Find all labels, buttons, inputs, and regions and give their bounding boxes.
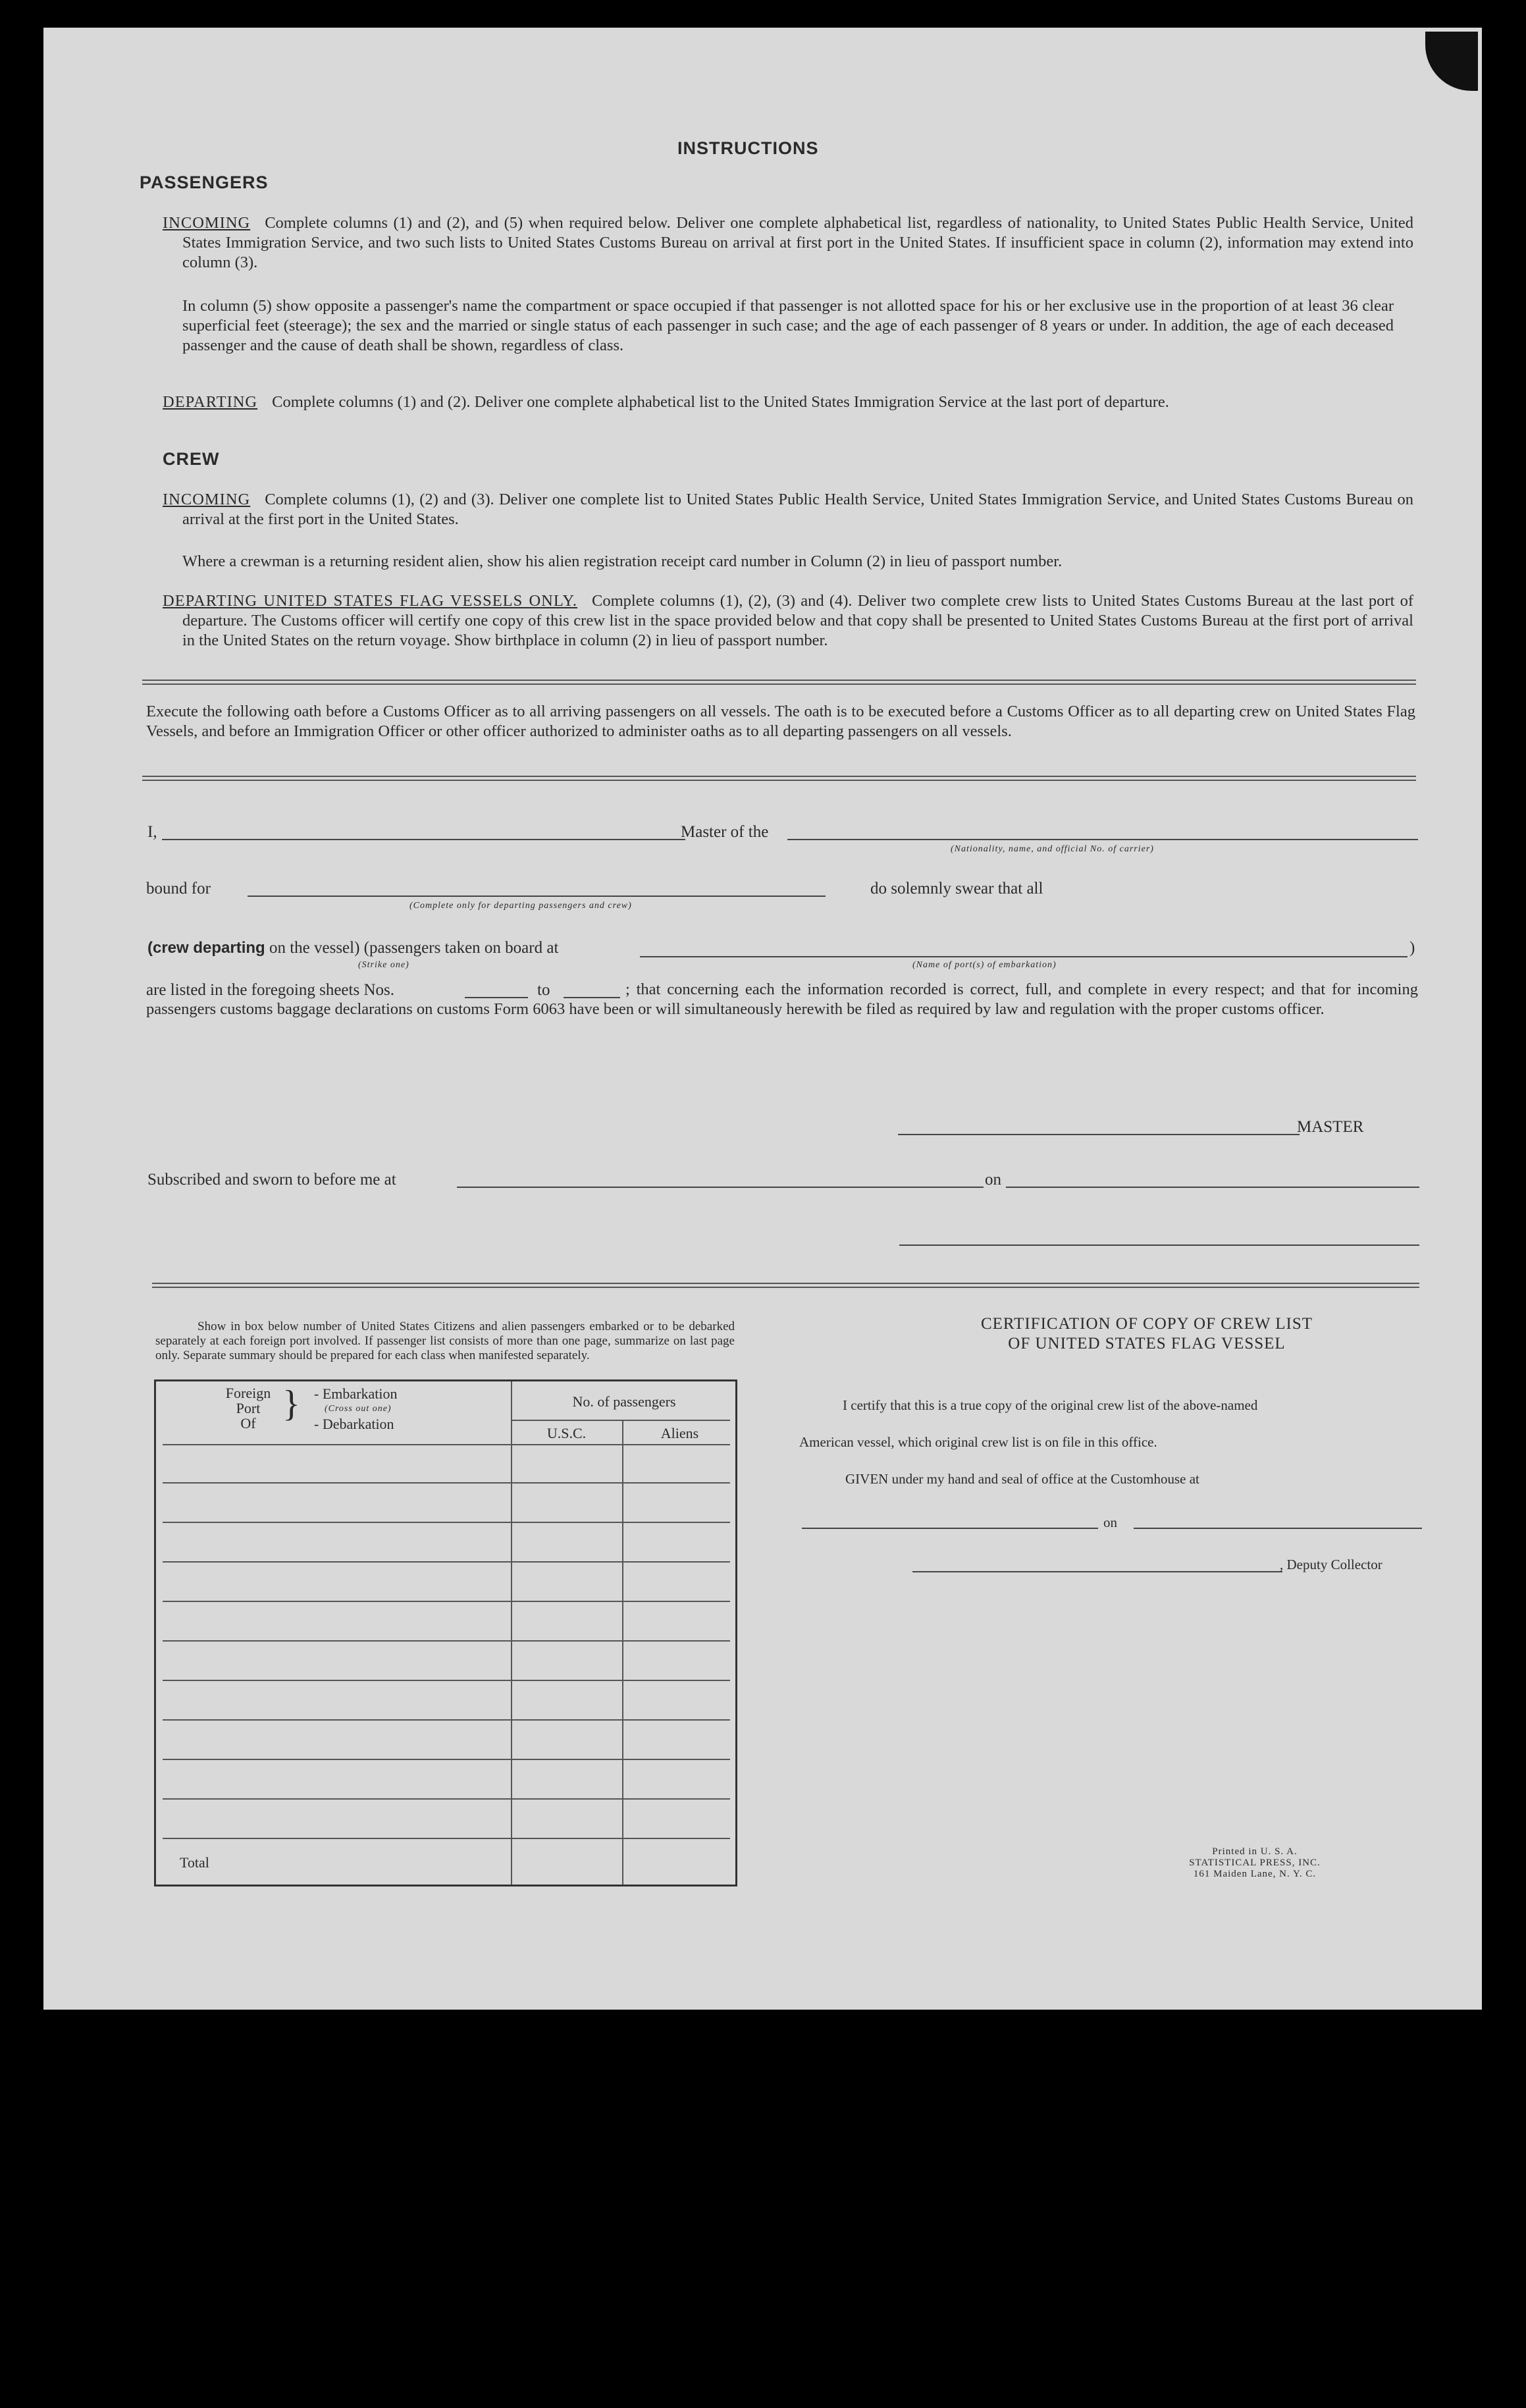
printer-line: Printed in U. S. A. bbox=[1212, 1846, 1298, 1857]
master-name-line[interactable] bbox=[162, 839, 685, 840]
foreign-port-label bbox=[222, 1385, 275, 1431]
crew-departing-option[interactable]: (crew departing bbox=[147, 939, 265, 957]
certify-line-1: I certify that this is a true copy of the original crew list of the above-named bbox=[843, 1397, 1258, 1413]
passengers-departing-text: Complete columns (1) and (2). Deliver one complete alphabetical list to the United States Immigration Service at the last port of departure. bbox=[272, 393, 1169, 411]
solemnly-swear-label: do solemnly swear that all bbox=[870, 880, 1043, 897]
officer-signature-line[interactable] bbox=[899, 1244, 1419, 1246]
printer-line: 161 Maiden Lane, N. Y. C. bbox=[1193, 1869, 1317, 1879]
passengers-column5-paragraph: In column (5) show opposite a passenger's name the compartment or space occupied if that passenger is not allotted space for his or her exclusive use in the proportion of at least 36 clear superficial feet (steerage); the sex and the married or single status of each passenger in such case; and the age of each passenger of 8 years or under. In addition, the age of each deceased passenger and the cause of death shall be shown, regardless of class. bbox=[182, 297, 1394, 354]
table-row-line bbox=[163, 1444, 730, 1445]
table-divider bbox=[622, 1421, 623, 1885]
destination-line[interactable] bbox=[248, 896, 826, 897]
table-row-line bbox=[163, 1561, 730, 1563]
table-row-line bbox=[163, 1838, 730, 1839]
table-row-line bbox=[163, 1798, 730, 1800]
master-signature-line[interactable] bbox=[898, 1134, 1300, 1135]
document-page bbox=[43, 28, 1482, 2010]
no-of-passengers-header: No. of passengers bbox=[572, 1393, 676, 1410]
sheets-to-label: to bbox=[537, 981, 550, 999]
table-divider bbox=[511, 1381, 512, 1885]
usc-header: U.S.C. bbox=[546, 1425, 587, 1441]
name-of-ports-caption: (Name of port(s) of embarkation) bbox=[912, 960, 1057, 970]
master-label: MASTER bbox=[1297, 1118, 1364, 1136]
brace-icon: } bbox=[282, 1383, 300, 1424]
total-label: Total bbox=[180, 1854, 209, 1871]
complete-only-caption: (Complete only for departing passengers and crew) bbox=[409, 901, 632, 911]
certify-line-2: American vessel, which original crew list is on file in this office. bbox=[799, 1434, 1157, 1450]
oath-i-label: I, bbox=[147, 823, 157, 841]
bound-for-label: bound for bbox=[146, 880, 211, 897]
table-row-line bbox=[163, 1640, 730, 1642]
table-row-line bbox=[163, 1482, 730, 1484]
deputy-signature-line[interactable] bbox=[912, 1571, 1282, 1572]
deputy-collector-label: , Deputy Collector bbox=[1280, 1557, 1382, 1572]
port-line: Of bbox=[240, 1415, 256, 1431]
passengers-incoming-paragraph bbox=[163, 213, 1413, 273]
certification-date-line[interactable] bbox=[1134, 1528, 1422, 1529]
page-corner-damage bbox=[1425, 32, 1478, 91]
carrier-line[interactable] bbox=[787, 839, 1418, 840]
debarkation-option[interactable]: - Debarkation bbox=[314, 1416, 394, 1432]
cross-out-caption: (Cross out one) bbox=[325, 1404, 392, 1414]
crew-departing-lead: DEPARTING UNITED STATES FLAG VESSELS ONLY. bbox=[163, 592, 578, 610]
nationality-caption: (Nationality, name, and official No. of carrier) bbox=[951, 844, 1154, 854]
master-of-the-label: Master of the bbox=[681, 823, 769, 841]
passengers-departing-paragraph bbox=[163, 392, 1413, 412]
section-divider bbox=[142, 680, 1416, 685]
oath-body-text: ; that concerning each the information recorded is correct, full, and complete in every respect; and that for incoming passengers customs baggage declarations on customs Form 6063 have been or will simultaneously herewith be filed as required by law and regulation with the proper customs officer. bbox=[146, 980, 1418, 1018]
crew-departing-paragraph bbox=[163, 591, 1413, 651]
crew-heading: CREW bbox=[163, 449, 220, 469]
embarkation-port-line[interactable] bbox=[640, 956, 1408, 957]
subscribed-label: Subscribed and sworn to before me at bbox=[147, 1171, 396, 1189]
printer-line: STATISTICAL PRESS, INC. bbox=[1189, 1858, 1321, 1868]
passengers-heading: PASSENGERS bbox=[140, 173, 269, 192]
crew-incoming-paragraph bbox=[163, 490, 1413, 529]
aliens-header: Aliens bbox=[660, 1425, 699, 1441]
table-row-line bbox=[163, 1601, 730, 1602]
sworn-on-label: on bbox=[985, 1171, 1001, 1189]
crew-departing-text: Complete columns (1), (2), (3) and (4). Deliver two complete crew lists to United States Customs Bureau at the last port of departure. The Customs officer will certify one copy of this crew list in the space provided below and that copy shall be presented to United States Customs Bureau at the first port of arrival in the United States on the return voyage. Show birthplace in column (2) in lieu of passport number. bbox=[182, 592, 1413, 649]
passengers-option[interactable]: on the vessel) (passengers taken on board at bbox=[269, 939, 559, 957]
instructions-title: INSTRUCTIONS bbox=[677, 138, 819, 158]
sheets-label: are listed in the foregoing sheets Nos. bbox=[146, 981, 394, 999]
embarkation-option[interactable]: - Embarkation bbox=[314, 1385, 398, 1402]
summary-note: Show in box below number of United States Citizens and alien passengers embarked or to be debarked separately at each foreign port involved. If passenger list consists of more than one page, summarize on last page only. Separate summary should be prepared for each class when manifested separately. bbox=[155, 1320, 735, 1362]
crew-passengers-line bbox=[147, 939, 558, 957]
crew-incoming-lead: INCOMING bbox=[163, 491, 251, 508]
crew-incoming-text: Complete columns (1), (2) and (3). Deliver one complete list to United States Public Health Service, United States Immigration Service, and United States Customs Bureau on arrival at the first port in the United States. bbox=[182, 491, 1413, 528]
table-divider bbox=[511, 1420, 730, 1421]
certification-on-label: on bbox=[1103, 1514, 1117, 1530]
passengers-departing-lead: DEPARTING bbox=[163, 393, 258, 411]
printer-imprint bbox=[1149, 1846, 1360, 1880]
strike-one-caption: (Strike one) bbox=[358, 960, 409, 970]
table-row-line bbox=[163, 1522, 730, 1523]
port-line: Port bbox=[236, 1400, 261, 1416]
passenger-summary-table bbox=[154, 1379, 737, 1886]
oath-instruction-paragraph: Execute the following oath before a Customs Officer as to all arriving passengers on all vessels. The oath is to be executed before a Customs Officer as to all departing crew on United States Flag Vessels, and before an Immigration Officer or other officer authorized to administer oaths as to all departing passengers on all vessels. bbox=[146, 703, 1415, 740]
sworn-date-line[interactable] bbox=[1006, 1187, 1419, 1188]
customhouse-line[interactable] bbox=[802, 1528, 1098, 1529]
certification-title-line: OF UNITED STATES FLAG VESSEL bbox=[1008, 1335, 1286, 1352]
crew-returning-paragraph: Where a crewman is a returning resident alien, show his alien registration receipt card number in Column (2) in lieu of passport number. bbox=[182, 552, 1063, 570]
close-paren: ) bbox=[1409, 939, 1415, 957]
passengers-incoming-text: Complete columns (1) and (2), and (5) when required below. Deliver one complete alphabetical list, regardless of nationality, to United States Public Health Service, United States Immigration Service, and two such lists to United States Customs Bureau on arrival at first port in the United States. If insufficient space in column (2), information may extend into column (3). bbox=[182, 214, 1413, 271]
port-line: Foreign bbox=[225, 1385, 271, 1401]
certification-title-line: CERTIFICATION OF COPY OF CREW LIST bbox=[980, 1315, 1313, 1333]
passengers-incoming-lead: INCOMING bbox=[163, 214, 251, 232]
section-divider bbox=[152, 1283, 1419, 1288]
table-row-line bbox=[163, 1759, 730, 1760]
certification-title bbox=[910, 1314, 1384, 1354]
table-row-line bbox=[163, 1719, 730, 1721]
sworn-place-line[interactable] bbox=[457, 1187, 984, 1188]
table-row-line bbox=[163, 1680, 730, 1681]
section-divider bbox=[142, 776, 1416, 781]
given-under-label: GIVEN under my hand and seal of office at the Customhouse at bbox=[845, 1471, 1199, 1487]
